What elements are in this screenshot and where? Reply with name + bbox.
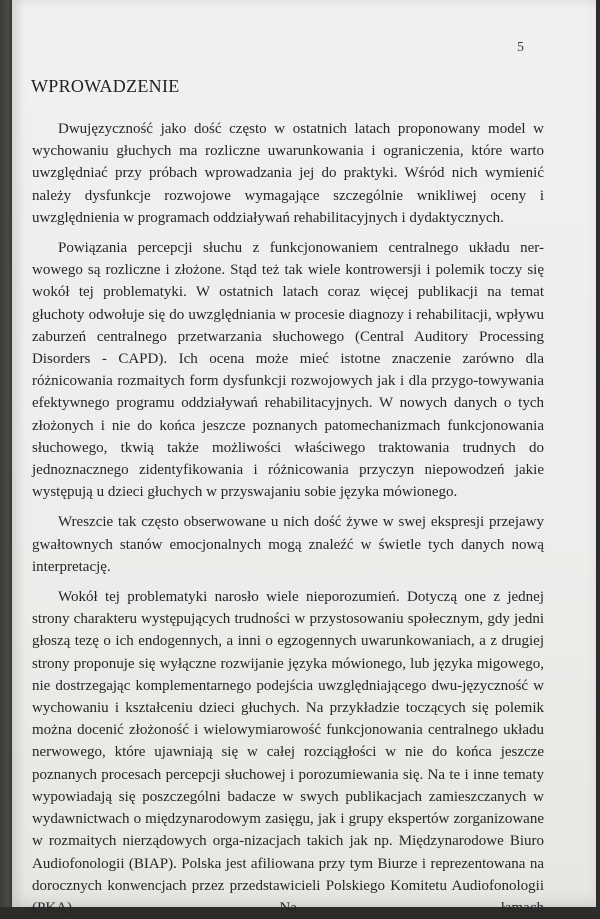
paragraph-2: Powiązania percepcji słuchu z funkcjonowaniem centralnego układu ner-wowego są rozliczne i złożone. Stąd też tak wiele kontrowersji i polemik toczy się wokół tej problematyki. W ostatnich latach coraz więcej publikacji na temat głuchoty odwołuje się do uwzględniania w procesie diagnozy i rehabilitacji, wpływu zaburzeń centralnego przetwarzania słuchowego (Central Auditory Processing Disorders - CAPD). Ich ocena może mieć istotne znaczenie zarówno dla różnicowania rozmaitych form dysfunkcji rozwojowych jak i dla przygo-towywania efektywnego programu oddziaływań rehabilitacyjnych. W nowych danych o tych złożonych i nie do końca jeszcze poznanych patomechanizmach funkcjonowania słuchowego, tkwią także możliwości właściwego traktowania trudnych do jednoznacznego zidentyfikowania i różnicowania przyczyn niepowodzeń jakie występują u dzieci głuchych w przyswajaniu sobie języka mówionego. [32,240,544,501]
paragraph-4: Wokół tej problematyki narosło wiele nieporozumień. Dotyczą one z jednej strony charakteru występujących trudności w przystosowaniu społecznym, gdy jedni głoszą tezę o ich endogennych, a inni o egzogennych uwarunkowaniach, a z drugiej strony proponuje się wyłączne rozwijanie języka mówionego, lub języka migowego, nie dostrzegając komplementarnego podejścia uwzględniającego dwu-języczność w wychowaniu i kształceniu dzieci głuchych. Na przykładzie toczących się polemik można docenić złożoność i wielowymiarowość funkcjonowania centralnego układu nerwowego, które ujawniają się w całej rozciągłości w nie do końca jeszcze poznanych procesach percepcji słuchowej i porozumiewania się. Na te i inne tematy wypowiadają się poszczególni badacze w swych publikacjach zamieszczanych w wydawnictwach o międzynarodowym zasięgu, jak i grupy ekspertów zorganizowane w rozmaitych nierządowych orga-nizacjach takich jak np. Międzynarodowe Biuro Audiofonologii (BIAP). Polska jest afiliowana przy tym Biurze i reprezentowana na dorocznych konwencjach przez przedstawicieli Polskiego Komitetu Audiofonologii (PKA). Na łamach [32,589,544,916]
body-text [32,118,544,919]
page-number: 5 [517,40,524,55]
paragraph-3: Wreszcie tak często obserwowane u nich dość żywe w swej ekspresji przejawy gwałtownych stanów emocjonalnych mogą znaleźć w świetle tych danych nową interpretację. [32,514,544,575]
paragraph-1: Dwujęzyczność jako dość często w ostatnich latach proponowany model w wychowaniu głuchych ma rozliczne uwarunkowania i ograniczenia, które warto uwzględniać przy próbach wprowadzania jej do praktyki. Wśród nich wymienić należy dysfunkcje rozwojowe wymagające szczególnie wnikliwej oceny i uwzględnienia w programach oddziaływań rehabilitacyjnych i dydaktycznych. [32,121,544,226]
chapter-heading: WPROWADZENIE [31,76,180,96]
book-page [12,0,596,916]
